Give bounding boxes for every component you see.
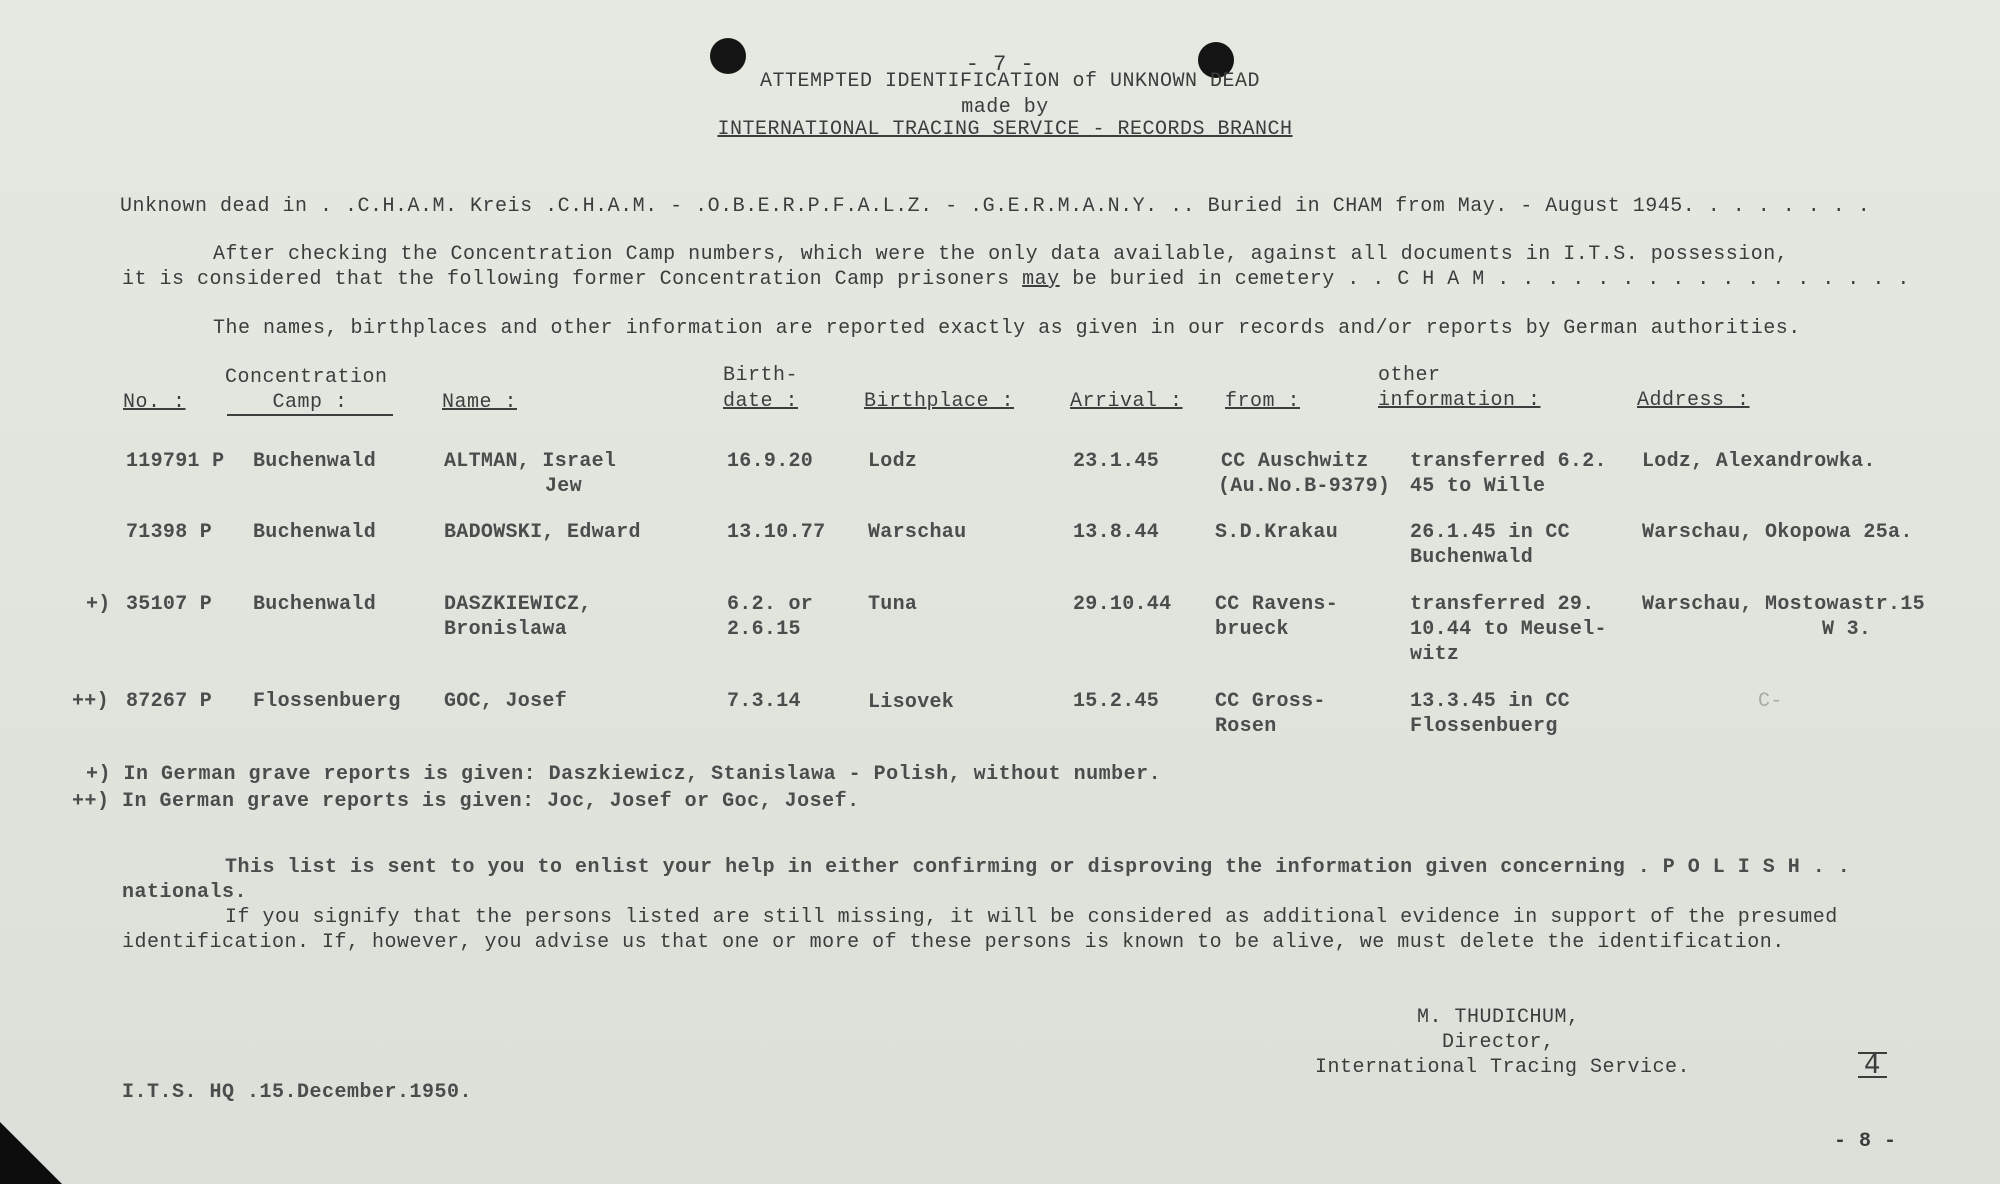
signatory-role: Director, — [1442, 1031, 1555, 1054]
document-subtitle: made by — [961, 96, 1049, 119]
row-address: Warschau, Okopowa 25a. — [1642, 521, 1913, 544]
row-from-cont: Rosen — [1215, 715, 1277, 738]
row-birthdate: 16.9.20 — [727, 450, 814, 473]
row-name-cont: Bronislawa — [444, 618, 568, 641]
row-info-cont2: witz — [1410, 643, 1460, 666]
row-address: Lodz, Alexandrowka. — [1642, 450, 1876, 473]
row-from-cont: brueck — [1215, 618, 1289, 641]
page-number: - 7 - — [965, 52, 1035, 77]
row-camp: Buchenwald — [253, 521, 377, 544]
may-underlined: may — [1022, 268, 1060, 291]
signatory-organization: International Tracing Service. — [1315, 1056, 1691, 1079]
signatory-name: M. THUDICHUM, — [1417, 1006, 1580, 1029]
row-name: BADOWSKI, Edward — [444, 521, 641, 544]
row-number: 87267 P — [126, 690, 213, 713]
closing-para2-line1: If you signify that the persons listed are still missing, it will be considered as additional evidence in support of the presumed — [225, 906, 1838, 929]
header-birthdate: date : — [723, 390, 799, 413]
header-camp-top: Concentration — [225, 366, 388, 389]
row-name-note: Jew — [545, 475, 582, 498]
row-birthdate: 13.10.77 — [727, 521, 826, 544]
footnote-1: +) In German grave reports is given: Daszkiewicz, Stanislawa - Polish, without number. — [86, 763, 1162, 786]
row-birthplace: Lodz — [868, 450, 918, 473]
closing-para1-line2: nationals. — [122, 881, 248, 904]
row-info-cont: Buchenwald — [1410, 546, 1534, 569]
header-address: Address : — [1637, 389, 1750, 412]
row-address: C- — [1758, 690, 1783, 713]
row-from-detail: (Au.No.B-9379) — [1218, 475, 1391, 498]
unknown-dead-line: Unknown dead in . .C.H.A.M. Kreis .C.H.A.M. - .O.B.E.R.P.F.A.L.Z. - .G.E.R.M.A.N.Y. .. Buried in CHAM from May. - August 1945. . . . . . . . — [120, 195, 1871, 218]
closing-para2-line2: identification. If, however, you advise us that one or more of these persons is known to be alive, we must delete the identification. — [122, 931, 1785, 954]
row-info-cont: 45 to Wille — [1410, 475, 1546, 498]
row-info: 26.1.45 in CC — [1410, 521, 1570, 544]
row-number: 119791 P — [126, 450, 225, 473]
header-birthdate-top: Birth- — [723, 364, 799, 387]
row-from: CC Gross- — [1215, 690, 1326, 713]
row-info: 13.3.45 in CC — [1410, 690, 1570, 713]
row-from: S.D.Krakau — [1215, 521, 1339, 544]
row-birthdate: 7.3.14 — [727, 690, 801, 713]
next-page-number: - 8 - — [1834, 1130, 1897, 1153]
header-info-top: other — [1378, 364, 1441, 387]
row-number: 71398 P — [126, 521, 213, 544]
row-camp: Buchenwald — [253, 593, 377, 616]
row-address-cont: W 3. — [1822, 618, 1872, 641]
row-arrival: 23.1.45 — [1073, 450, 1160, 473]
document-title: ATTEMPTED IDENTIFICATION of UNKNOWN DEAD — [759, 70, 1261, 93]
row-mark: ++) — [72, 690, 109, 713]
header-no: No. : — [123, 391, 186, 414]
header-from: from : — [1225, 390, 1301, 413]
row-camp: Flossenbuerg — [253, 690, 401, 713]
header-information: information : — [1378, 389, 1541, 412]
row-camp: Buchenwald — [253, 450, 377, 473]
row-from: CC Auschwitz — [1221, 450, 1369, 473]
row-birthdate: 6.2. or — [727, 593, 814, 616]
row-from: CC Ravens- — [1215, 593, 1339, 616]
row-arrival: 15.2.45 — [1073, 690, 1160, 713]
row-info: transferred 29. — [1410, 593, 1595, 616]
footnote-2: ++) In German grave reports is given: Joc, Josef or Goc, Josef. — [72, 790, 860, 813]
row-info-cont: Flossenbuerg — [1410, 715, 1558, 738]
closing-para1-line1: This list is sent to you to enlist your help in either confirming or disproving the information given concerning . P O L I S H . . — [225, 856, 1851, 879]
handwritten-mark: 4 — [1858, 1052, 1887, 1078]
row-info-cont: 10.44 to Meusel- — [1410, 618, 1607, 641]
row-mark: +) — [86, 593, 111, 616]
row-name: DASZKIEWICZ, — [444, 593, 592, 616]
header-birthplace: Birthplace : — [864, 390, 1015, 413]
header-camp: Camp : — [227, 391, 393, 416]
row-arrival: 13.8.44 — [1073, 521, 1160, 544]
row-name: ALTMAN, Israel — [444, 450, 617, 473]
checking-line-2: it is considered that the following former Concentration Camp prisoners may be buried in cemetery . . C H A M . . . . . . . . . . . . . . . . . — [122, 268, 1910, 291]
issuing-organization: INTERNATIONAL TRACING SERVICE - RECORDS BRANCH — [717, 118, 1293, 141]
row-birthplace: Warschau — [868, 521, 967, 544]
header-arrival: Arrival : — [1070, 390, 1183, 413]
header-name: Name : — [442, 391, 518, 414]
row-name: GOC, Josef — [444, 690, 568, 713]
row-address: Warschau, Mostowastr.15 — [1642, 593, 1925, 616]
row-birthdate-alt: 2.6.15 — [727, 618, 801, 641]
place-and-date: I.T.S. HQ .15.December.1950. — [122, 1081, 473, 1104]
row-birthplace: Tuna — [868, 593, 918, 616]
folded-corner — [0, 1122, 62, 1184]
row-number: 35107 P — [126, 593, 213, 616]
names-disclaimer: The names, birthplaces and other information are reported exactly as given in our records and/or reports by German authorities. — [213, 317, 1801, 340]
row-arrival: 29.10.44 — [1073, 593, 1172, 616]
row-info: transferred 6.2. — [1410, 450, 1607, 473]
checking-line-1: After checking the Concentration Camp numbers, which were the only data available, against all documents in I.T.S. possession, — [213, 243, 1789, 266]
row-birthplace: Lisovek — [868, 691, 955, 714]
